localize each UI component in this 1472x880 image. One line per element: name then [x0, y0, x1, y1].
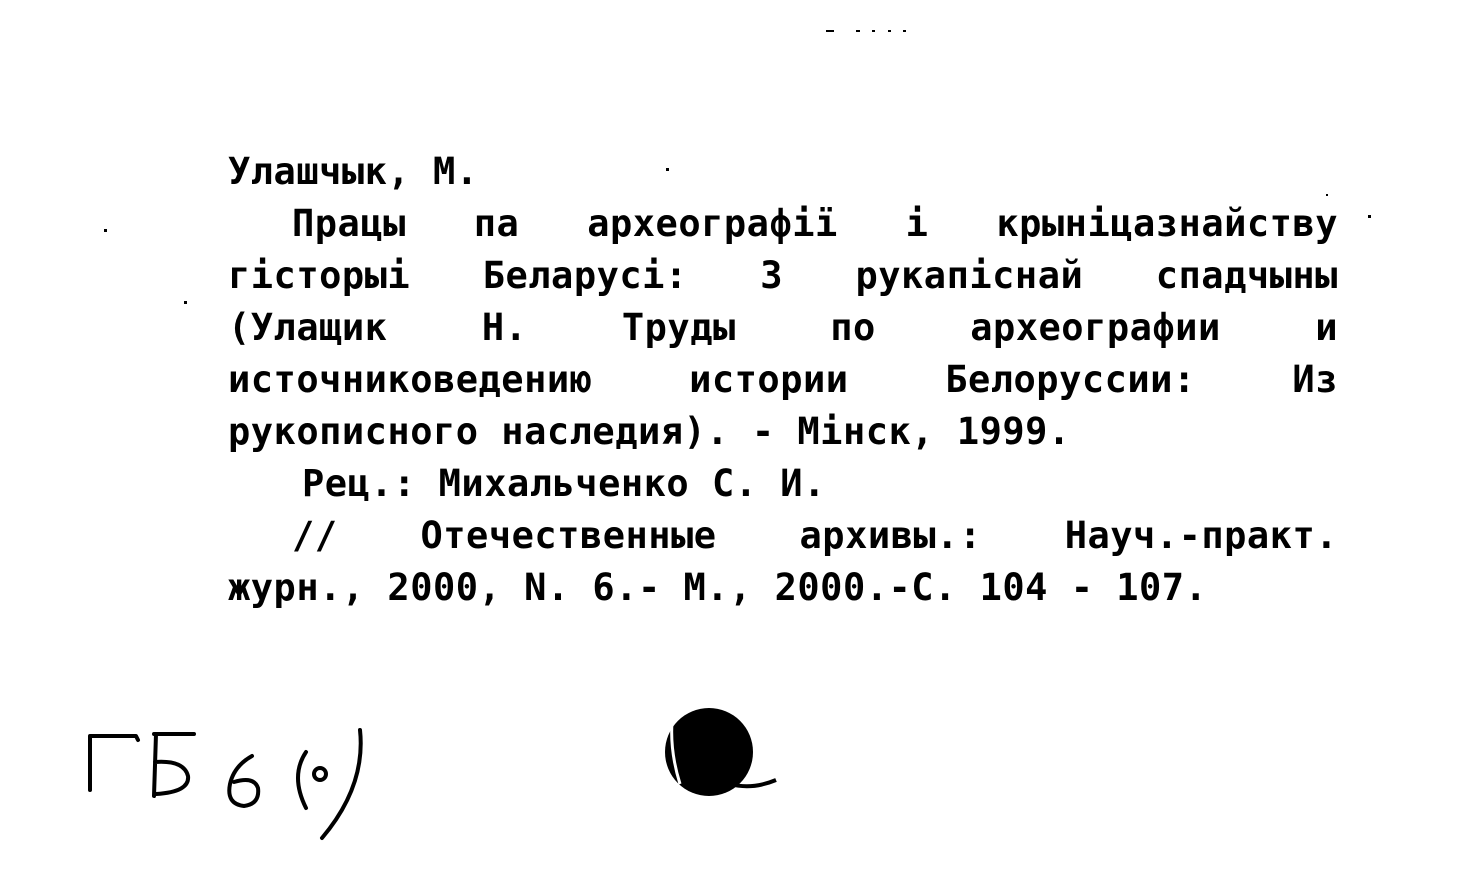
word: рукапіснай — [855, 254, 1084, 297]
title-line-5: рукописного наследия). - Мінск, 1999. — [228, 410, 1071, 453]
word: крыніцазнайству — [996, 202, 1338, 245]
author-line: Улашчык, М. — [228, 150, 479, 193]
word: Працы — [292, 202, 406, 245]
word: истории — [689, 358, 849, 401]
word: // — [292, 514, 338, 557]
word: спадчыны — [1155, 254, 1338, 297]
word: Науч.-практ. — [1064, 514, 1338, 557]
word: и — [1315, 306, 1338, 349]
review-line: Рец.: Михальченко С. И. — [302, 462, 826, 505]
title-line-4 — [228, 354, 1338, 406]
word: по — [830, 306, 876, 349]
title-line-3 — [228, 302, 1338, 354]
word: архивы.: — [799, 514, 982, 557]
source-line-1 — [228, 510, 1338, 562]
title-line-1 — [228, 198, 1338, 250]
word: археографії — [587, 202, 838, 245]
word: Беларусі: — [482, 254, 688, 297]
word: па — [473, 202, 520, 245]
word: Отечественные — [420, 514, 717, 557]
word: археографии — [970, 306, 1221, 349]
word: гісторыі — [228, 254, 411, 297]
word: Из — [1292, 358, 1338, 401]
word: источниковедению — [228, 358, 593, 401]
bibliographic-entry — [228, 146, 1338, 614]
filled-circle-stamp-icon — [660, 704, 790, 804]
title-line-2 — [228, 250, 1338, 302]
word: (Улащик — [228, 306, 388, 349]
word: і — [905, 202, 929, 245]
word: З — [760, 254, 783, 297]
source-line-2: журн., 2000, N. 6.- М., 2000.-С. 104 - 107. — [228, 566, 1208, 609]
word: Н. — [481, 306, 528, 349]
word: Белоруссии: — [945, 358, 1196, 401]
word: Труды — [621, 306, 736, 349]
handwritten-shelfmark — [84, 726, 404, 846]
